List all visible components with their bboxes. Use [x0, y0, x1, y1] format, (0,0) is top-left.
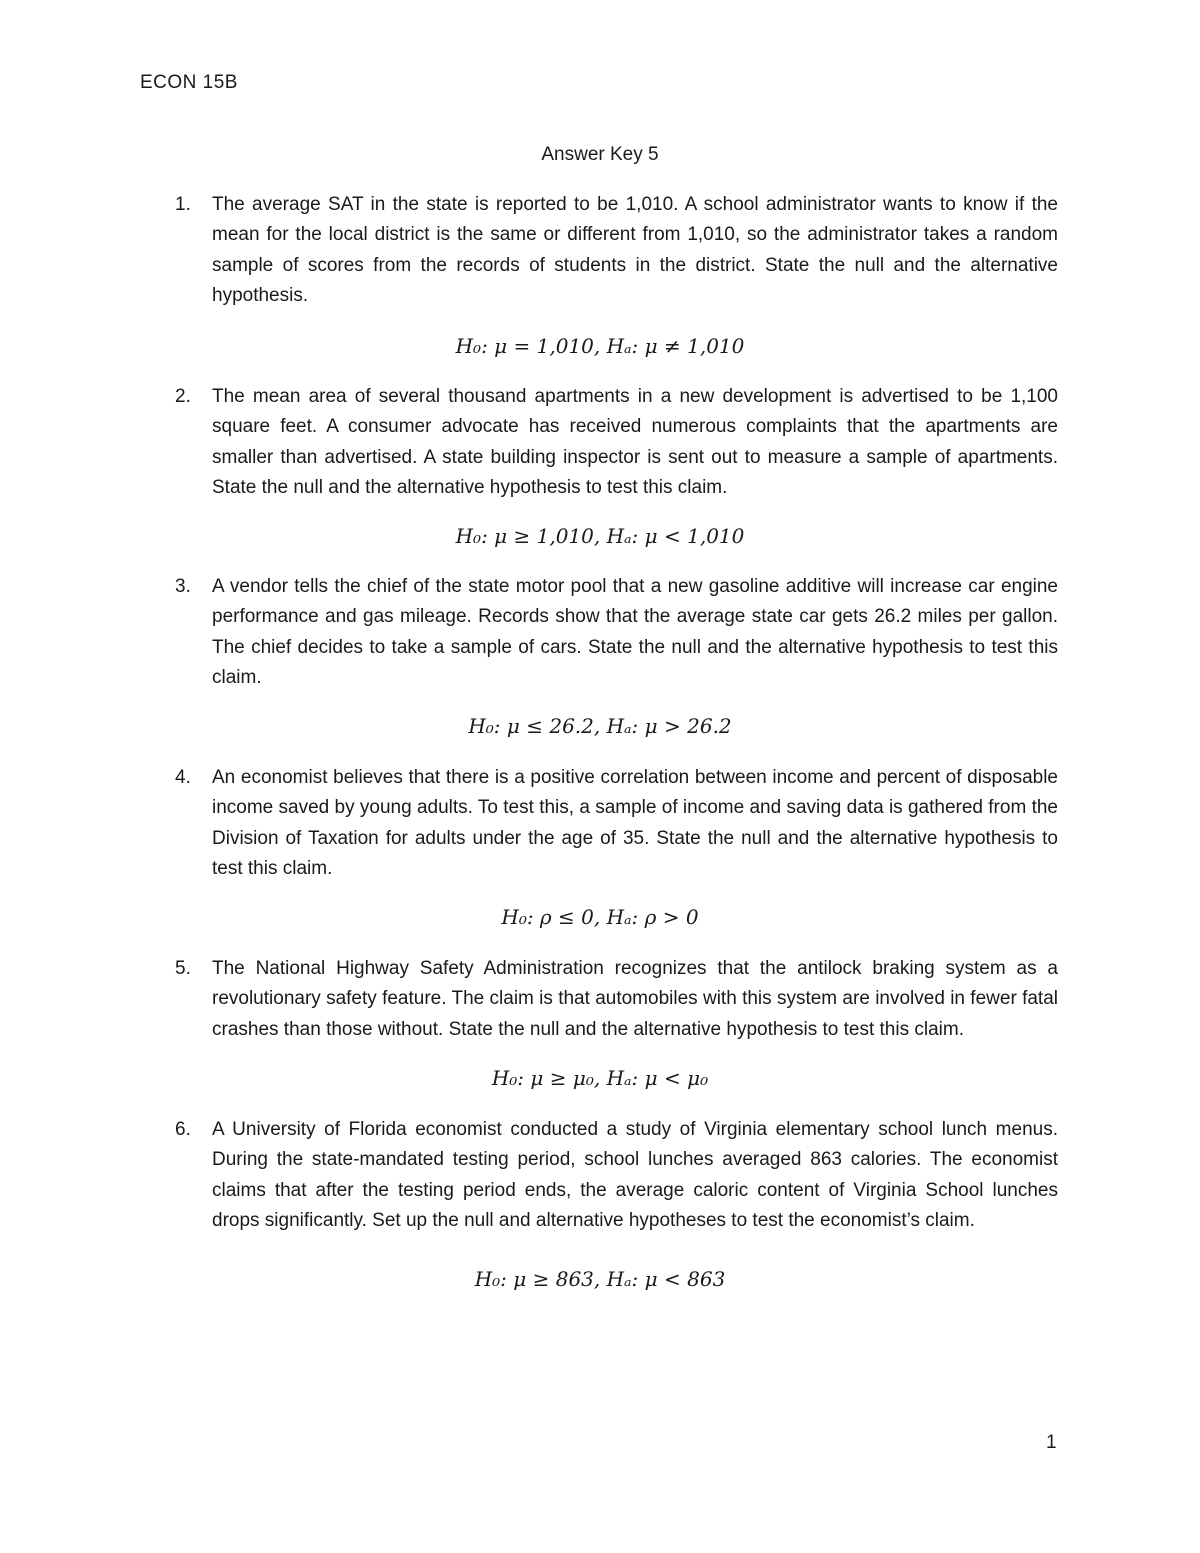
- page-title: Answer Key 5: [541, 144, 659, 165]
- question-text: The mean area of several thousand apartments in a new development is advertised to be 1,100 square feet. A consumer advocate has received numerous complaints that the apartments are smaller than advertised. A state building inspector is sent out to measure a sample of apartments. State the null and the alternative hypothesis to test this claim.: [212, 386, 1058, 499]
- question-text: The National Highway Safety Administration recognizes that the antilock braking system as a revolutionary safety feature. The claim is that automobiles with this system are involved in fewer fatal crashes than those without. State the null and the alternative hypothesis to test this claim.: [212, 958, 1058, 1040]
- answer-3: H₀: μ ≤ 26.2, Hₐ: μ > 26.2: [468, 714, 732, 738]
- question-number: 4.: [175, 767, 191, 788]
- question-number: 6.: [175, 1119, 191, 1140]
- question-number: 1.: [175, 194, 191, 215]
- answer-4: H₀: ρ ≤ 0, Hₐ: ρ > 0: [501, 905, 699, 929]
- question-number: 3.: [175, 576, 191, 597]
- course-header: ECON 15B: [140, 72, 238, 93]
- question-number: 5.: [175, 958, 191, 979]
- question-text: An economist believes that there is a positive correlation between income and percent of disposable income saved by young adults. To test this, a sample of income and saving data is gathered from the Division of Taxation for adults under the age of 35. State the null and the alternative hypothesis to test this claim.: [212, 767, 1058, 880]
- answer-1: H₀: μ = 1,010, Hₐ: μ ≠ 1,010: [455, 334, 745, 358]
- answer-5: H₀: μ ≥ μ₀, Hₐ: μ < μ₀: [491, 1066, 709, 1090]
- question-text: A University of Florida economist conducted a study of Virginia elementary school lunch menus. During the state-mandated testing period, school lunches averaged 863 calories. The economist claims that after the testing period ends, the average caloric content of Virginia School lunches drops significantly. Set up the null and alternative hypotheses to test the economist’s claim.: [212, 1119, 1058, 1232]
- question-text: The average SAT in the state is reported to be 1,010. A school administrator wants to know if the mean for the local district is the same or different from 1,010, so the administrator takes a random sample of scores from the records of students in the district. State the null and the alternative hypothesis.: [212, 194, 1058, 307]
- answer-6: H₀: μ ≥ 863, Hₐ: μ < 863: [474, 1267, 726, 1291]
- question-number: 2.: [175, 386, 191, 407]
- page-number: 1: [1046, 1432, 1057, 1453]
- question-text: A vendor tells the chief of the state motor pool that a new gasoline additive will increase car engine performance and gas mileage. Records show that the average state car gets 26.2 miles per gallon. The chief decides to take a sample of cars. State the null and the alternative hypothesis to test this claim.: [212, 576, 1058, 689]
- answer-2: H₀: μ ≥ 1,010, Hₐ: μ < 1,010: [455, 524, 745, 548]
